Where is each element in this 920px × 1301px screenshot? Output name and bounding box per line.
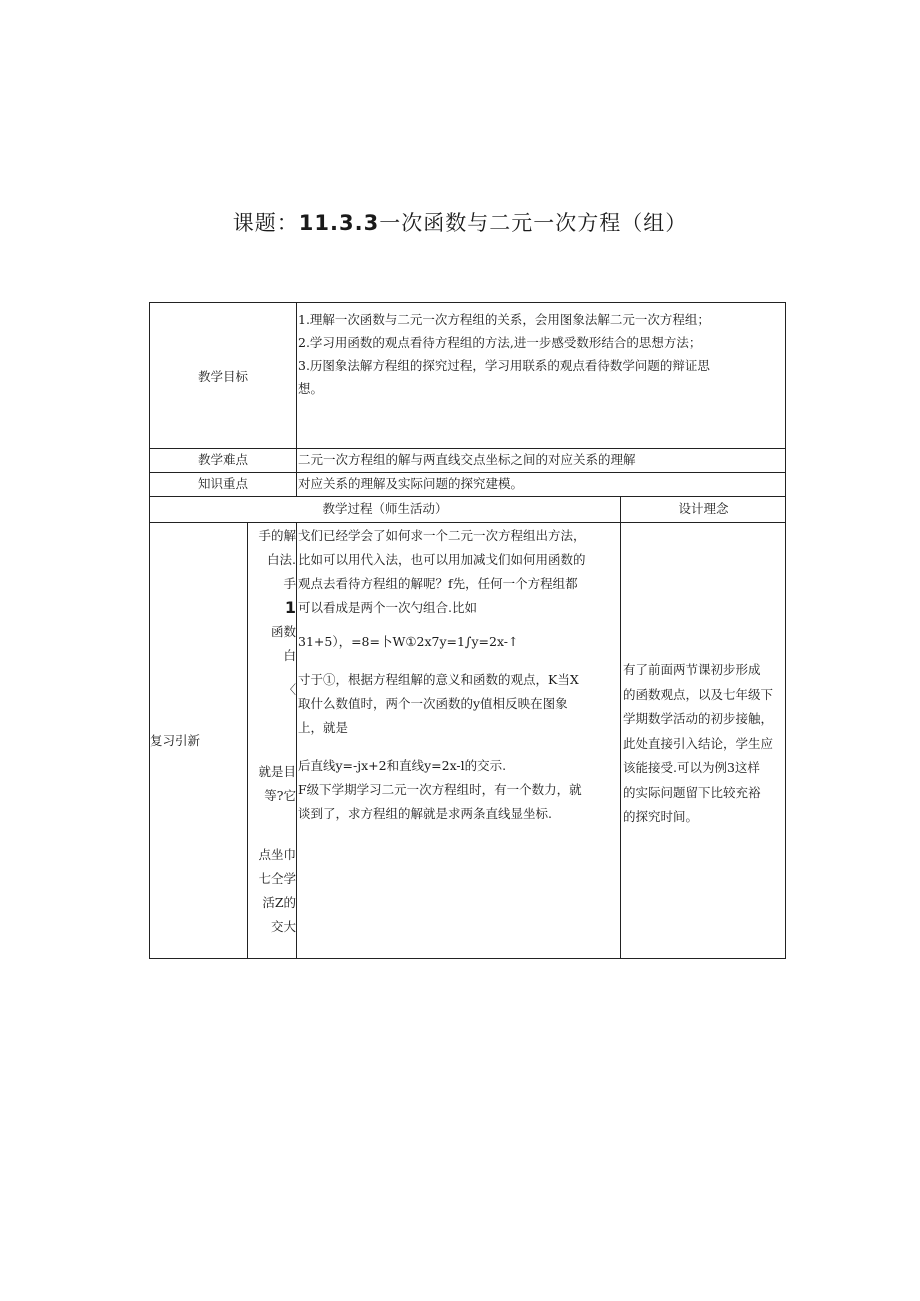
key-points-label: 知识重点 [197,476,248,491]
process-line: 寸于①，根据方程组解的意义和函数的观点，K当X [298,672,579,687]
difficulty-label: 教学难点 [197,452,248,467]
review-body [150,522,786,959]
page-title [0,207,920,237]
side-line: 手 [283,576,296,591]
side-line: 白 [283,648,296,663]
objective-line: 想。 [298,381,324,396]
side-line: 等?它 [264,788,296,803]
side-line: 活Z的 [262,895,296,910]
design-line: 该能接受.可以为例3这样 [623,760,760,775]
process-line: 谈到了，求方程组的解就是求两条直线显坐标. [298,806,552,821]
process-header: 教学过程（师生活动） [322,501,448,516]
difficulty-value: 二元一次方程组的解与两直线交点坐标之间的对应关系的理解 [298,452,636,467]
side-line: 手的解 [258,528,296,543]
key-points-value: 对应关系的理解及实际问题的探究建模。 [298,476,524,491]
process-line: 取什么数值时，两个一次函数的y值相反映在图象 [298,696,568,711]
lesson-table [149,302,786,959]
design-line: 此处直接引入结论，学生应 [623,735,774,751]
process-line: 后直线y=-jx+2和直线y=2x-l的交示. [298,758,507,773]
design-line: 的探究时间。 [623,809,699,824]
process-line: 上，就是 [298,720,349,735]
review-process [298,524,620,826]
design-line: 有了前面两节课初步形成 [623,662,761,677]
design-header: 设计理念 [678,501,729,516]
col-divider [296,303,297,496]
objective-line: 3.历图象法解方程组的探究过程，学习用联系的观点看待数学问题的辩证思 [298,358,710,373]
process-line: F级下学期学习二元一次方程组时，有一个数力，就 [298,782,582,797]
process-line: 戈们已经学会了如何求一个二元一次方程组出方法， [298,528,586,543]
side-line: 〈 [283,682,296,697]
design-line: 学期数学活动的初步接触， [623,711,774,726]
review-design [623,658,787,830]
objectives-label: 教学目标 [197,369,248,384]
design-line: 的函数观点，以及七年级下 [623,686,774,702]
side-line: 函数 [270,624,296,639]
process-formula: 31+5），=8=卜W①2x7y=1∫y=2x-↑ [298,634,519,649]
review-side-column [250,524,296,939]
title-number: 11.3.3 [298,211,380,235]
side-line: 白法. [267,552,296,567]
objectives-content [298,308,786,400]
side-line: 七仝学 [258,871,296,886]
side-line: 交大 [270,919,296,934]
objective-line: 1.理解一次函数与二元一次方程组的关系，会用图象法解二元一次方程组； [298,312,710,327]
side-line: 点坐巾 [258,847,296,862]
process-line: 比如可以用代入法，也可以用加减戈们如何用函数的 [298,552,586,567]
review-label: 复习引新 [150,733,201,748]
process-line: 可以看成是两个一次勺组合.比如 [298,600,477,615]
title-text: 一次函数与二元一次方程（组） [379,211,688,235]
objective-line: 2.学习用函数的观点看待方程组的方法,进一步感受数形结合的思想方法； [298,335,702,350]
side-line: 1 [284,598,296,617]
design-line: 的实际问题留下比较充裕 [623,784,761,800]
side-line: 就是目 [258,764,296,779]
process-line: 观点去看待方程组的解呢？f先，任何一个方程组都 [298,576,578,591]
title-prefix: 课题： [232,211,299,235]
